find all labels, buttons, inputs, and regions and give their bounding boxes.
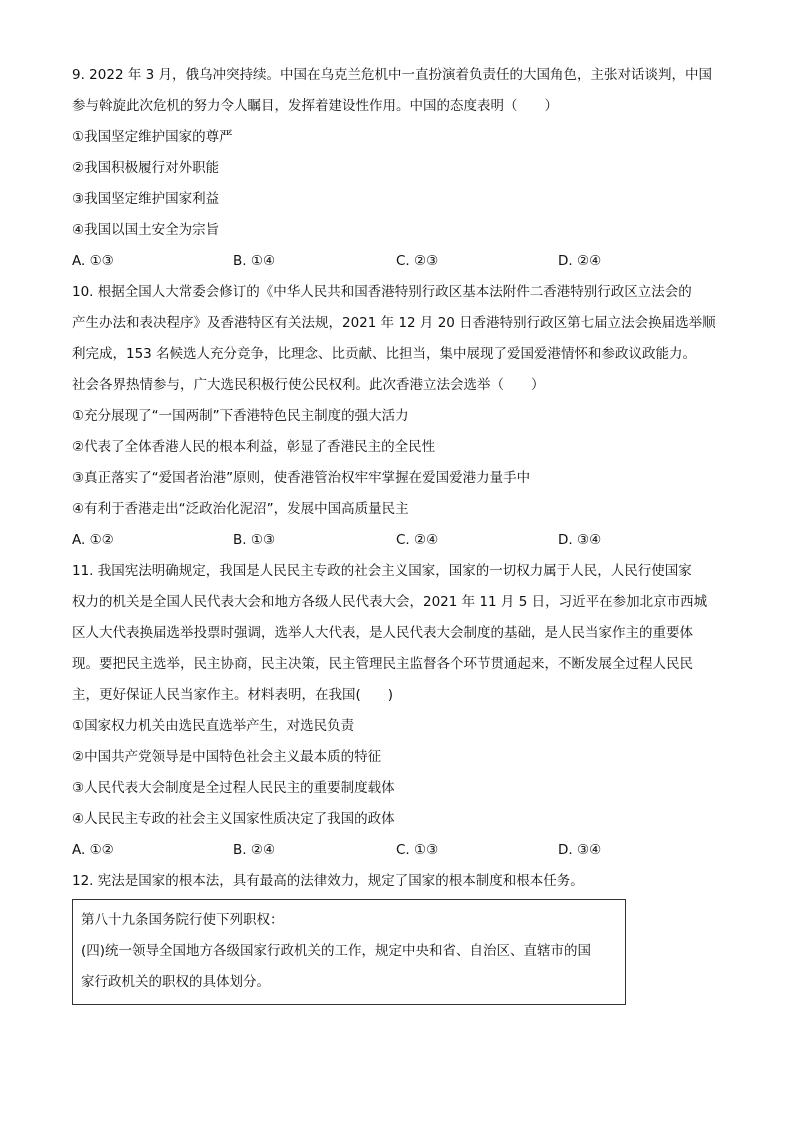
question-stem-line: 11. 我国宪法明确规定，我国是人民民主专政的社会主义国家，国家的一切权力属于人民，人民行使国家 — [72, 563, 692, 579]
statement: ③真正落实了“爱国者治港”原则，使香港管治权牢牢掌握在爱国爱港力量手中 — [72, 470, 531, 486]
material-box — [72, 899, 626, 1005]
statement: ②代表了全体香港人民的根本利益，彰显了香港民主的全民性 — [72, 439, 436, 455]
option-a: A. ①③ — [72, 253, 114, 269]
material-line: 家行政机关的职权的具体划分。 — [81, 974, 270, 990]
question-stem-line: 9. 2022 年 3 月，俄乌冲突持续。中国在乌克兰危机中一直扮演着负责任的大国角色，主张对话谈判，中国 — [72, 67, 712, 83]
option-c: C. ②③ — [396, 253, 439, 269]
statement: ④人民民主专政的社会主义国家性质决定了我国的政体 — [72, 811, 395, 827]
question-9 — [72, 60, 724, 277]
question-stem-line: 主，更好保证人民当家作主。材料表明，在我国( ) — [72, 687, 394, 703]
question-11 — [72, 556, 724, 866]
option-b: B. ①③ — [233, 532, 276, 548]
question-stem-line: 现。要把民主选举，民主协商，民主决策，民主管理民主监督各个环节贯通起来，不断发展全过程人民民 — [72, 656, 693, 672]
answer-options — [72, 835, 724, 866]
question-list — [72, 60, 724, 1005]
question-stem-line: 利完成，153 名候选人充分竞争，比理念、比贡献、比担当，集中展现了爱国爱港情怀和参政议政能力。 — [72, 346, 697, 362]
statement: ③人民代表大会制度是全过程人民民主的重要制度载体 — [72, 780, 395, 796]
question-stem-line: 权力的机关是全国人民代表大会和地方各级人民代表大会，2021 年 11 月 5 日，习近平在参加北京市西城 — [72, 594, 708, 610]
option-c: C. ①③ — [396, 842, 439, 858]
statement: ②我国积极履行对外职能 — [72, 160, 220, 176]
statement: ④有利于香港走出“泛政治化泥沼”，发展中国高质量民主 — [72, 501, 409, 517]
statement: ①国家权力机关由选民直选举产生，对选民负责 — [72, 718, 355, 734]
material-line: (四)统一领导全国地方各级国家行政机关的工作，规定中央和省、自治区、直辖市的国 — [81, 943, 592, 959]
question-10 — [72, 277, 724, 556]
option-c: C. ②④ — [396, 532, 439, 548]
question-stem-line: 12. 宪法是国家的根本法，具有最高的法律效力，规定了国家的根本制度和根本任务。 — [72, 873, 584, 889]
statement: ①充分展现了“一国两制”下香港特色民主制度的强大活力 — [72, 408, 409, 424]
option-d: D. ③④ — [558, 842, 602, 858]
option-b: B. ②④ — [233, 842, 276, 858]
question-stem-line: 产生办法和表决程序》及香港特区有关法规，2021 年 12 月 20 日香港特别行政区第七届立法会换届选举顺 — [72, 315, 716, 331]
statement: ①我国坚定维护国家的尊严 — [72, 129, 233, 145]
question-stem-line: 参与斡旋此次危机的努力令人瞩目，发挥着建设性作用。中国的态度表明（ ） — [72, 98, 558, 114]
question-stem-line: 10. 根据全国人大常委会修订的《中华人民共和国香港特别行政区基本法附件二香港特别行政区立法会的 — [72, 284, 692, 300]
answer-options — [72, 246, 724, 277]
statement: ③我国坚定维护国家利益 — [72, 191, 220, 207]
option-a: A. ①② — [72, 842, 114, 858]
option-d: D. ②④ — [558, 253, 602, 269]
option-d: D. ③④ — [558, 532, 602, 548]
option-b: B. ①④ — [233, 253, 276, 269]
question-stem-line: 社会各界热情参与，广大选民积极行使公民权利。此次香港立法会选举（ ） — [72, 377, 545, 393]
question-stem-line: 区人大代表换届选举投票时强调，选举人大代表，是人民代表大会制度的基础，是人民当家作主的重要体 — [72, 625, 693, 641]
answer-options — [72, 525, 724, 556]
option-a: A. ①② — [72, 532, 114, 548]
material-line: 第八十九条国务院行使下列职权： — [81, 912, 284, 928]
statement: ④我国以国土安全为宗旨 — [72, 222, 220, 238]
statement: ②中国共产党领导是中国特色社会主义最本质的特征 — [72, 749, 382, 765]
question-12 — [72, 866, 724, 1005]
